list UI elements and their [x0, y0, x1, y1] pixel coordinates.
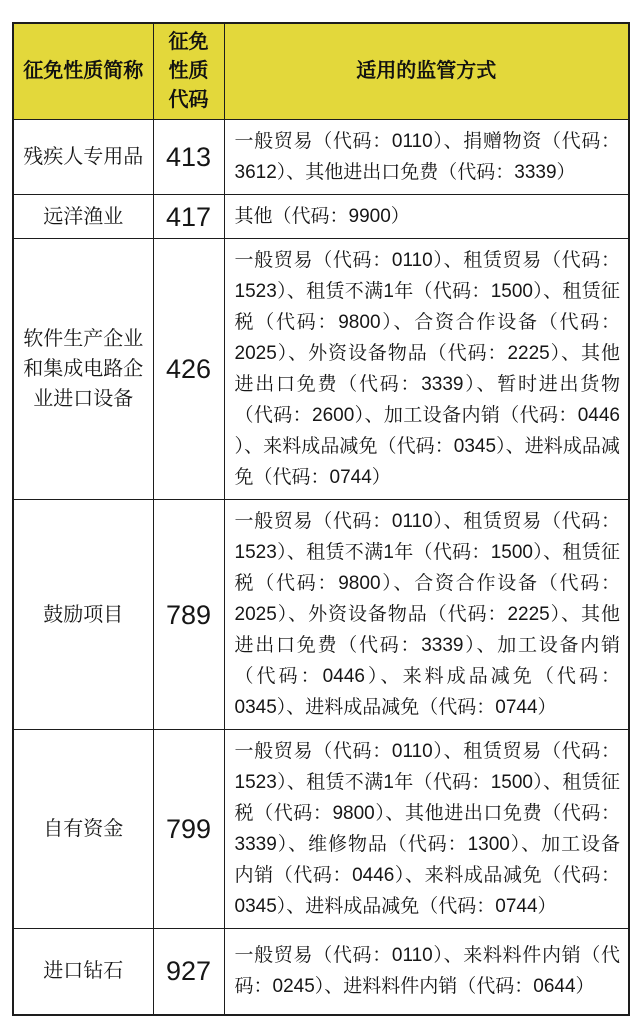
col-header-exemption-abbr: 征免性质简称 [13, 23, 153, 120]
table-row [13, 929, 629, 1015]
exemption-name: 远洋渔业 [13, 195, 153, 239]
table-row [13, 239, 629, 500]
exemption-nature-table [12, 22, 630, 1016]
table-body [13, 120, 629, 1015]
exemption-name: 进口钻石 [13, 929, 153, 1015]
exemption-name: 软件生产企业和集成电路企业进口设备 [13, 239, 153, 500]
exemption-code: 927 [153, 929, 224, 1015]
col-header-supervision-methods: 适用的监管方式 [224, 23, 629, 120]
table-row [13, 500, 629, 730]
supervision-methods: 一般贸易（代码：0110）、租赁贸易（代码：1523）、租赁不满1年（代码：1500）、租赁征税（代码：9800）、其他进出口免费（代码：3339）、维修物品（代码：1300）、加工设备内销（代码：0446）、来料成品减免（代码：0345）、进料成品减免（代码：0744） [224, 730, 629, 929]
supervision-methods: 一般贸易（代码：0110）、租赁贸易（代码：1523）、租赁不满1年（代码：1500）、租赁征税（代码：9800）、合资合作设备（代码：2025）、外资设备物品（代码：2225）、其他进出口免费（代码：3339）、暂时进出货物（代码：2600）、加工设备内销（代码：0446 ）、来料成品减免（代码：0345）、进料成品减免（代码：0744） [224, 239, 629, 500]
supervision-methods: 其他（代码：9900） [224, 195, 629, 239]
exemption-code: 417 [153, 195, 224, 239]
header-row [13, 23, 629, 120]
exemption-code: 426 [153, 239, 224, 500]
supervision-methods: 一般贸易（代码：0110）、来料料件内销（代码：0245）、进料料件内销（代码：0644） [224, 929, 629, 1015]
supervision-methods: 一般贸易（代码：0110）、捐赠物资（代码：3612）、其他进出口免费（代码：3339） [224, 120, 629, 195]
exemption-name: 自有资金 [13, 730, 153, 929]
exemption-name: 残疾人专用品 [13, 120, 153, 195]
exemption-name: 鼓励项目 [13, 500, 153, 730]
table-row [13, 120, 629, 195]
supervision-methods: 一般贸易（代码：0110）、租赁贸易（代码：1523）、租赁不满1年（代码：1500）、租赁征税（代码：9800）、合资合作设备（代码：2025）、外资设备物品（代码：2225）、其他进出口免费（代码：3339）、加工设备内销（代码：0446）、来料成品减免（代码：0345）、进料成品减免（代码：0744） [224, 500, 629, 730]
table-row [13, 195, 629, 239]
exemption-code: 799 [153, 730, 224, 929]
col-header-exemption-code: 征免性质代码 [153, 23, 224, 120]
exemption-code: 789 [153, 500, 224, 730]
table-header [13, 23, 629, 120]
exemption-code: 413 [153, 120, 224, 195]
table-row [13, 730, 629, 929]
